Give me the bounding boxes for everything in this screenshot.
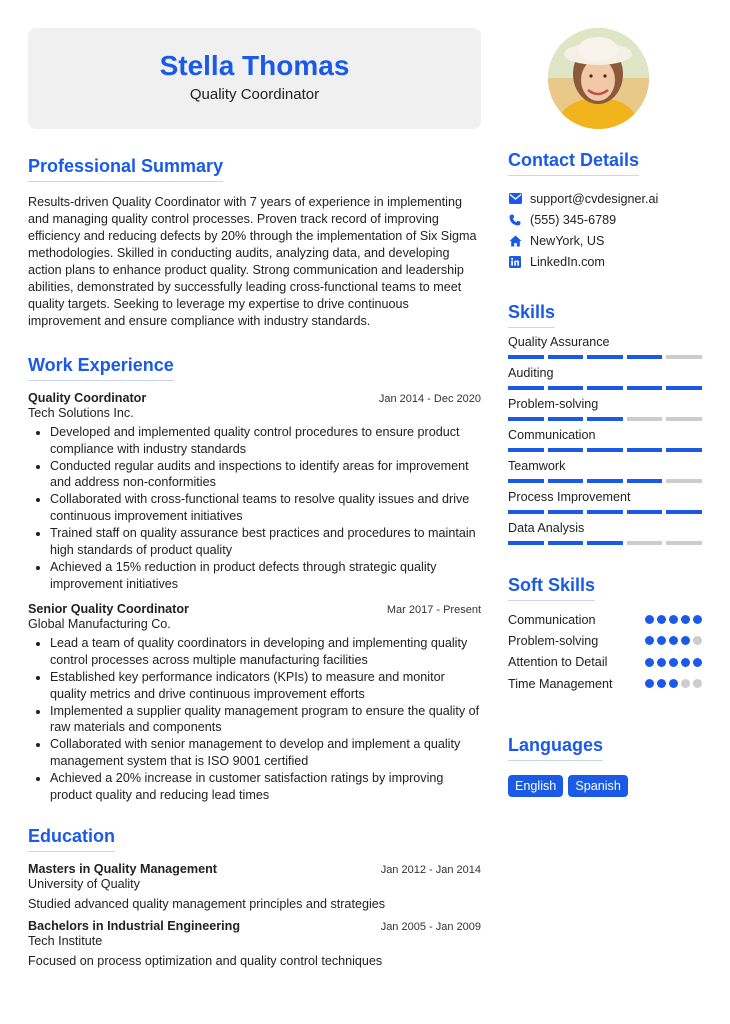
contact-list [508, 188, 702, 272]
rating-dot [681, 679, 690, 688]
skill-level-segment [627, 479, 663, 483]
skill-name: Auditing [508, 366, 554, 380]
side-column [508, 150, 702, 797]
education-heading: Education [28, 826, 115, 852]
skill-level-segment [627, 417, 663, 421]
soft-skill-rating [645, 615, 702, 624]
job-date: Mar 2017 - Present [386, 604, 481, 617]
skill-item [508, 490, 702, 514]
skill-level-segment [587, 448, 623, 452]
skill-item [508, 335, 702, 359]
skill-level-bar [508, 355, 702, 359]
languages-section [508, 735, 702, 797]
rating-dot [645, 636, 654, 645]
skill-level-segment [508, 448, 544, 452]
skill-item [508, 366, 702, 390]
skills-heading: Skills [508, 302, 555, 328]
soft-skill-item [508, 673, 702, 694]
home-icon [508, 234, 522, 248]
skill-level-segment [666, 510, 702, 514]
rating-dot [693, 658, 702, 667]
job-header [28, 602, 481, 616]
job-bullet: • Collaborated with cross-functional teams to resolve quality issues and drive continuous improvement initiatives [50, 491, 481, 524]
skill-level-segment [508, 510, 544, 514]
linkedin-icon [508, 255, 522, 269]
education-section [28, 826, 481, 968]
skill-name: Process Improvement [508, 490, 631, 504]
rating-dot [657, 658, 666, 667]
skill-level-segment [548, 417, 584, 421]
education-description: Studied advanced quality management principles and strategies [28, 897, 386, 912]
soft-skill-list [508, 609, 702, 694]
rating-dot [681, 636, 690, 645]
envelope-icon [508, 192, 522, 206]
experience-section [28, 355, 481, 803]
skill-level-segment [627, 355, 663, 359]
soft-skill-name: Attention to Detail [508, 655, 608, 670]
contact-item [508, 209, 702, 230]
skill-level-segment [587, 479, 623, 483]
skill-level-bar [508, 479, 702, 483]
skill-level-segment [548, 510, 584, 514]
soft-skill-rating [645, 679, 702, 688]
skill-level-segment [627, 386, 663, 390]
job-bullet: • Implemented a supplier quality management program to ensure the quality of raw materials and components [50, 703, 481, 736]
job-bullet: • Achieved a 20% increase in customer satisfaction ratings by improving product quality and reducing lead times [50, 770, 481, 803]
skill-level-segment [627, 541, 663, 545]
education-entry [28, 919, 481, 968]
skill-name: Problem-solving [508, 397, 599, 411]
soft-skill-name: Problem-solving [508, 633, 599, 648]
skill-level-segment [587, 510, 623, 514]
rating-dot [645, 679, 654, 688]
contact-item [508, 188, 702, 209]
skill-level-segment [548, 355, 584, 359]
job-bullet: • Achieved a 15% reduction in product defects through strategic quality improvement initiatives [50, 559, 481, 592]
contact-text: NewYork, US [530, 233, 605, 248]
rating-dot [681, 615, 690, 624]
rating-dot [657, 636, 666, 645]
skill-level-segment [548, 541, 584, 545]
skill-item [508, 521, 702, 545]
rating-dot [669, 658, 678, 667]
skill-level-segment [666, 386, 702, 390]
skill-item [508, 397, 702, 421]
skills-section [508, 302, 702, 545]
education-header [28, 862, 481, 876]
skill-level-segment [666, 355, 702, 359]
header-box [28, 28, 481, 129]
language-badge: Spanish [568, 775, 628, 797]
skill-level-segment [627, 448, 663, 452]
language-badge: English [508, 775, 563, 797]
job-title: Senior Quality Coordinator [28, 602, 189, 617]
skill-level-segment [587, 541, 623, 545]
summary-section [28, 156, 481, 330]
soft-skill-name: Communication [508, 612, 596, 627]
skill-item [508, 428, 702, 452]
skill-level-segment [508, 479, 544, 483]
education-entry [28, 862, 481, 911]
education-date: Jan 2012 - Jan 2014 [380, 864, 481, 877]
skill-level-segment [666, 417, 702, 421]
summary-heading: Professional Summary [28, 156, 223, 182]
job-bullet: • Trained staff on quality assurance best practices and procedures to maintain high standards of product quality [50, 525, 481, 558]
education-school: Tech Institute [28, 934, 103, 949]
skill-level-segment [508, 417, 544, 421]
education-list [28, 862, 481, 968]
job-bullets [28, 424, 481, 592]
job-company: Tech Solutions Inc. [28, 406, 134, 420]
soft-skills-section [508, 575, 702, 694]
rating-dot [645, 615, 654, 624]
skill-level-segment [548, 479, 584, 483]
education-degree: Bachelors in Industrial Engineering [28, 919, 241, 934]
main-column [28, 156, 481, 968]
summary-text: Results-driven Quality Coordinator with 7 years of experience in implementing and managing quality control processes. Proven track record of improving efficiency and reducing defects by 20% through the implementation of Six Sigma methodologies. Skilled in conducting audits, analyzing data, and developing action plans to enhance product quality. Strong communication and leadership abilities, demonstrated by successfully leading cross-functional teams to meet quality targets. Seeking to leverage my expertise to drive continuous improvement and ensure compliance with industry standards. [28, 195, 477, 328]
skill-level-segment [587, 355, 623, 359]
job-bullet: • Established key performance indicators (KPIs) to measure and monitor quality metrics and drive continuous improvement efforts [50, 669, 481, 702]
job-bullets [28, 635, 481, 803]
rating-dot [669, 636, 678, 645]
skill-name: Quality Assurance [508, 335, 610, 349]
soft-skills-heading: Soft Skills [508, 575, 595, 601]
profile-photo-illustration [548, 28, 649, 129]
skill-level-segment [548, 386, 584, 390]
contact-heading: Contact Details [508, 150, 639, 176]
skill-level-segment [666, 448, 702, 452]
skill-level-segment [508, 355, 544, 359]
skill-level-segment [587, 386, 623, 390]
job-bullet: • Conducted regular audits and inspections to identify areas for improvement and address non-conformities [50, 458, 481, 491]
education-school: University of Quality [28, 877, 140, 892]
experience-heading: Work Experience [28, 355, 174, 381]
job-entry [28, 602, 481, 803]
soft-skill-item [508, 609, 702, 630]
languages-heading: Languages [508, 735, 603, 761]
skill-name: Teamwork [508, 459, 566, 473]
skill-level-segment [508, 541, 544, 545]
job-title: Quality Coordinator [28, 391, 147, 405]
rating-dot [669, 615, 678, 624]
rating-dot [693, 636, 702, 645]
candidate-name: Stella Thomas [159, 50, 350, 81]
contact-text: support@cvdesigner.ai [530, 191, 659, 206]
rating-dot [645, 658, 654, 667]
soft-skill-rating [645, 658, 702, 667]
education-header [28, 919, 481, 933]
skill-level-segment [666, 541, 702, 545]
education-description: Focused on process optimization and quality control techniques [28, 954, 383, 969]
skill-list [508, 335, 702, 545]
contact-section [508, 150, 702, 272]
job-entry [28, 391, 481, 592]
candidate-title: Quality Coordinator [189, 86, 320, 103]
job-bullet: • Collaborated with senior management to develop and implement a quality management system that is ISO 9001 certified [50, 736, 481, 769]
language-list [508, 775, 702, 797]
soft-skill-rating [645, 636, 702, 645]
contact-text: (555) 345-6789 [530, 212, 617, 227]
skill-level-segment [666, 479, 702, 483]
job-header [28, 391, 481, 405]
job-company: Global Manufacturing Co. [28, 617, 171, 632]
skill-level-segment [627, 510, 663, 514]
rating-dot [657, 679, 666, 688]
skill-level-bar [508, 510, 702, 514]
skill-level-bar [508, 417, 702, 421]
skill-name: Communication [508, 428, 596, 442]
job-list [28, 391, 481, 803]
rating-dot [693, 615, 702, 624]
skill-level-bar [508, 541, 702, 545]
skill-level-bar [508, 448, 702, 452]
contact-item [508, 230, 702, 251]
soft-skill-item [508, 630, 702, 651]
skill-level-segment [587, 417, 623, 421]
skill-level-segment [548, 448, 584, 452]
rating-dot [657, 615, 666, 624]
skill-name: Data Analysis [508, 521, 585, 535]
job-date: Jan 2014 - Dec 2020 [378, 393, 481, 405]
job-bullet: • Lead a team of quality coordinators in developing and implementing quality control processes across multiple manufacturing facilities [50, 635, 481, 668]
job-bullet: • Developed and implemented quality control procedures to ensure product compliance with industry standards [50, 424, 481, 457]
phone-icon [508, 213, 522, 227]
soft-skill-item [508, 652, 702, 673]
education-degree: Masters in Quality Management [28, 862, 217, 877]
skill-level-bar [508, 386, 702, 390]
contact-item [508, 251, 702, 272]
rating-dot [669, 679, 678, 688]
contact-text: LinkedIn.com [530, 254, 605, 269]
skill-level-segment [508, 386, 544, 390]
education-date: Jan 2005 - Jan 2009 [380, 921, 481, 934]
rating-dot [681, 658, 690, 667]
rating-dot [693, 679, 702, 688]
profile-photo [548, 28, 649, 129]
skill-item [508, 459, 702, 483]
soft-skill-name: Time Management [508, 676, 613, 691]
